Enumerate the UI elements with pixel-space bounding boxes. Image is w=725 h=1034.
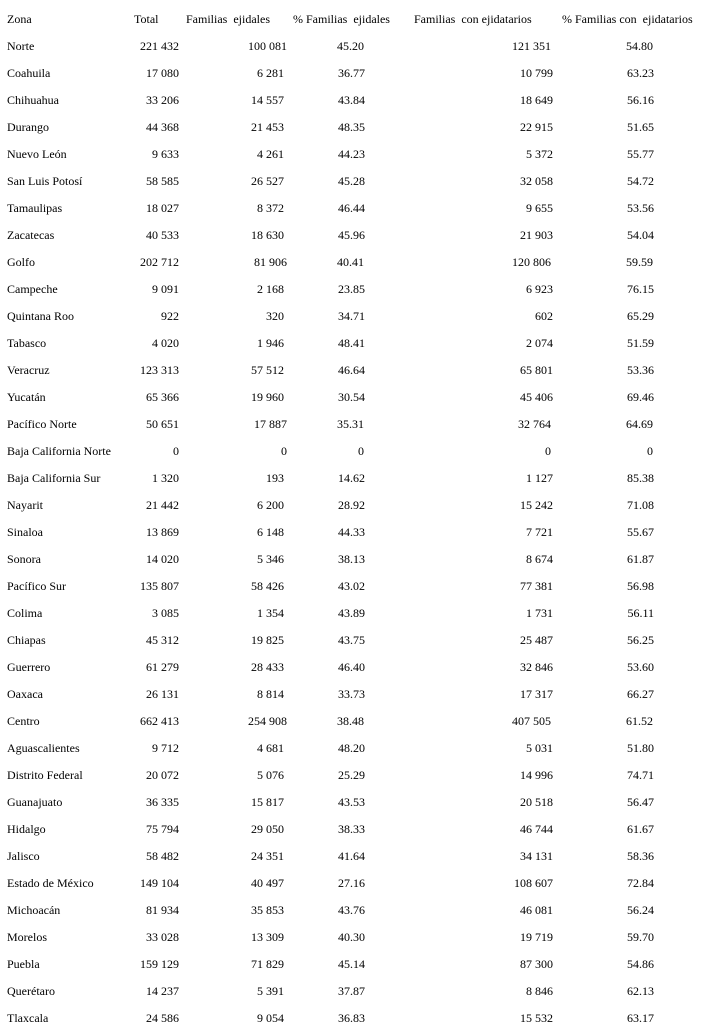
cell-pct-familias-ejidales: 28.92	[338, 498, 365, 512]
cell-familias-con-ejidatarios: 15 532	[520, 1011, 553, 1025]
cell-pct-familias-con-ejidatarios: 59.70	[627, 930, 654, 944]
table-row	[0, 577, 725, 595]
cell-pct-familias-con-ejidatarios: 53.60	[627, 660, 654, 674]
cell-familias-con-ejidatarios: 77 381	[520, 579, 553, 593]
cell-total: 1 320	[152, 471, 179, 485]
cell-pct-familias-ejidales: 0	[358, 444, 364, 458]
cell-total: 14 237	[146, 984, 179, 998]
cell-zona: Oaxaca	[7, 687, 43, 701]
table-row	[0, 955, 725, 973]
table-row	[0, 874, 725, 892]
cell-zona: Coahuila	[7, 66, 51, 80]
cell-familias-ejidales: 28 433	[251, 660, 284, 674]
cell-familias-con-ejidatarios: 120 806	[512, 255, 551, 269]
table-row	[0, 415, 725, 433]
cell-familias-con-ejidatarios: 21 903	[520, 228, 553, 242]
cell-familias-ejidales: 19 960	[251, 390, 284, 404]
table-row	[0, 172, 725, 190]
cell-familias-con-ejidatarios: 5 372	[526, 147, 553, 161]
cell-total: 65 366	[146, 390, 179, 404]
cell-familias-con-ejidatarios: 15 242	[520, 498, 553, 512]
cell-pct-familias-ejidales: 36.83	[338, 1011, 365, 1025]
cell-zona: Yucatán	[7, 390, 46, 404]
table-row	[0, 739, 725, 757]
table-row	[0, 469, 725, 487]
cell-pct-familias-ejidales: 40.30	[338, 930, 365, 944]
table-row	[0, 550, 725, 568]
cell-pct-familias-con-ejidatarios: 56.98	[627, 579, 654, 593]
cell-familias-con-ejidatarios: 46 081	[520, 903, 553, 917]
table-row	[0, 1009, 725, 1027]
cell-zona: Baja California Norte	[7, 444, 111, 458]
cell-zona: Chiapas	[7, 633, 46, 647]
cell-familias-ejidales: 0	[281, 444, 287, 458]
cell-familias-con-ejidatarios: 46 744	[520, 822, 553, 836]
cell-familias-con-ejidatarios: 18 649	[520, 93, 553, 107]
cell-familias-con-ejidatarios: 2 074	[526, 336, 553, 350]
cell-familias-ejidales: 4 681	[257, 741, 284, 755]
cell-familias-con-ejidatarios: 65 801	[520, 363, 553, 377]
cell-pct-familias-ejidales: 33.73	[338, 687, 365, 701]
cell-pct-familias-ejidales: 41.64	[338, 849, 365, 863]
cell-zona: Colima	[7, 606, 43, 620]
cell-pct-familias-con-ejidatarios: 61.52	[626, 714, 653, 728]
cell-total: 20 072	[146, 768, 179, 782]
table-row	[0, 766, 725, 784]
cell-pct-familias-con-ejidatarios: 72.84	[627, 876, 654, 890]
cell-pct-familias-con-ejidatarios: 51.80	[627, 741, 654, 755]
cell-pct-familias-con-ejidatarios: 56.11	[627, 606, 654, 620]
table-row	[0, 64, 725, 82]
cell-zona: Nuevo León	[7, 147, 67, 161]
cell-familias-ejidales: 2 168	[257, 282, 284, 296]
cell-pct-familias-con-ejidatarios: 61.67	[627, 822, 654, 836]
cell-pct-familias-ejidales: 27.16	[338, 876, 365, 890]
table-row	[0, 334, 725, 352]
cell-zona: Jalisco	[7, 849, 40, 863]
table-row	[0, 145, 725, 163]
cell-familias-con-ejidatarios: 17 317	[520, 687, 553, 701]
cell-zona: Veracruz	[7, 363, 50, 377]
cell-zona: Distrito Federal	[7, 768, 83, 782]
table-row	[0, 604, 725, 622]
table-row	[0, 442, 725, 460]
cell-total: 135 807	[140, 579, 179, 593]
cell-familias-ejidales: 13 309	[251, 930, 284, 944]
table-row	[0, 280, 725, 298]
cell-zona: Baja California Sur	[7, 471, 101, 485]
cell-familias-con-ejidatarios: 602	[535, 309, 553, 323]
cell-familias-con-ejidatarios: 8 846	[526, 984, 553, 998]
cell-pct-familias-ejidales: 46.64	[338, 363, 365, 377]
cell-pct-familias-ejidales: 25.29	[338, 768, 365, 782]
cell-familias-ejidales: 5 076	[257, 768, 284, 782]
table-row	[0, 712, 725, 730]
cell-pct-familias-con-ejidatarios: 53.36	[627, 363, 654, 377]
cell-familias-con-ejidatarios: 8 674	[526, 552, 553, 566]
cell-total: 58 585	[146, 174, 179, 188]
cell-pct-familias-ejidales: 48.35	[338, 120, 365, 134]
cell-familias-con-ejidatarios: 7 721	[526, 525, 553, 539]
cell-zona: Guanajuato	[7, 795, 63, 809]
cell-familias-ejidales: 24 351	[251, 849, 284, 863]
cell-familias-con-ejidatarios: 32 846	[520, 660, 553, 674]
cell-zona: Puebla	[7, 957, 40, 971]
cell-pct-familias-ejidales: 43.89	[338, 606, 365, 620]
cell-familias-con-ejidatarios: 34 131	[520, 849, 553, 863]
cell-familias-con-ejidatarios: 5 031	[526, 741, 553, 755]
cell-zona: Pacífico Sur	[7, 579, 66, 593]
header-total: Total	[134, 12, 159, 26]
cell-total: 202 712	[140, 255, 179, 269]
cell-pct-familias-con-ejidatarios: 54.04	[627, 228, 654, 242]
cell-pct-familias-con-ejidatarios: 63.23	[627, 66, 654, 80]
cell-familias-con-ejidatarios: 108 607	[514, 876, 553, 890]
cell-total: 0	[173, 444, 179, 458]
cell-familias-ejidales: 193	[266, 471, 284, 485]
cell-pct-familias-ejidales: 23.85	[338, 282, 365, 296]
cell-pct-familias-ejidales: 43.53	[338, 795, 365, 809]
cell-total: 40 533	[146, 228, 179, 242]
cell-pct-familias-con-ejidatarios: 62.13	[627, 984, 654, 998]
cell-pct-familias-ejidales: 36.77	[338, 66, 365, 80]
cell-total: 13 869	[146, 525, 179, 539]
cell-total: 9 712	[152, 741, 179, 755]
table-row	[0, 253, 725, 271]
cell-pct-familias-ejidales: 43.84	[338, 93, 365, 107]
cell-zona: Tabasco	[7, 336, 47, 350]
cell-familias-con-ejidatarios: 87 300	[520, 957, 553, 971]
cell-pct-familias-ejidales: 48.20	[338, 741, 365, 755]
cell-pct-familias-ejidales: 35.31	[337, 417, 364, 431]
cell-familias-ejidales: 5 346	[257, 552, 284, 566]
cell-familias-ejidales: 8 814	[257, 687, 284, 701]
cell-zona: Centro	[7, 714, 40, 728]
header-zona: Zona	[7, 12, 32, 26]
table-row	[0, 685, 725, 703]
cell-familias-ejidales: 35 853	[251, 903, 284, 917]
cell-pct-familias-con-ejidatarios: 74.71	[627, 768, 654, 782]
cell-total: 9 633	[152, 147, 179, 161]
cell-familias-ejidales: 5 391	[257, 984, 284, 998]
cell-pct-familias-con-ejidatarios: 54.72	[627, 174, 654, 188]
cell-total: 36 335	[146, 795, 179, 809]
table-row	[0, 37, 725, 55]
cell-total: 922	[161, 309, 179, 323]
cell-pct-familias-ejidales: 14.62	[338, 471, 365, 485]
table-header	[0, 10, 725, 28]
cell-familias-ejidales: 29 050	[251, 822, 284, 836]
table-row	[0, 91, 725, 109]
table-row	[0, 361, 725, 379]
cell-pct-familias-con-ejidatarios: 51.65	[627, 120, 654, 134]
cell-zona: San Luis Potosí	[7, 174, 83, 188]
cell-familias-con-ejidatarios: 10 799	[520, 66, 553, 80]
cell-total: 149 104	[140, 876, 179, 890]
cell-pct-familias-ejidales: 34.71	[338, 309, 365, 323]
header-familias-ejidales: Familias ejidales	[186, 12, 270, 26]
cell-pct-familias-con-ejidatarios: 61.87	[627, 552, 654, 566]
cell-total: 61 279	[146, 660, 179, 674]
cell-total: 58 482	[146, 849, 179, 863]
cell-pct-familias-ejidales: 44.33	[338, 525, 365, 539]
cell-pct-familias-con-ejidatarios: 63.17	[627, 1011, 654, 1025]
cell-familias-con-ejidatarios: 6 923	[526, 282, 553, 296]
cell-familias-con-ejidatarios: 32 058	[520, 174, 553, 188]
table-row	[0, 847, 725, 865]
cell-total: 662 413	[140, 714, 179, 728]
table-row	[0, 793, 725, 811]
cell-total: 221 432	[140, 39, 179, 53]
cell-familias-con-ejidatarios: 32 764	[518, 417, 551, 431]
cell-pct-familias-ejidales: 38.33	[338, 822, 365, 836]
cell-pct-familias-ejidales: 48.41	[338, 336, 365, 350]
cell-pct-familias-con-ejidatarios: 55.67	[627, 525, 654, 539]
table-row	[0, 901, 725, 919]
cell-familias-ejidales: 1 946	[257, 336, 284, 350]
cell-total: 14 020	[146, 552, 179, 566]
cell-pct-familias-ejidales: 46.40	[338, 660, 365, 674]
cell-familias-ejidales: 21 453	[251, 120, 284, 134]
cell-total: 50 651	[146, 417, 179, 431]
cell-zona: Pacífico Norte	[7, 417, 77, 431]
cell-total: 17 080	[146, 66, 179, 80]
table-row	[0, 928, 725, 946]
cell-zona: Michoacán	[7, 903, 61, 917]
cell-familias-ejidales: 254 908	[248, 714, 287, 728]
cell-familias-ejidales: 18 630	[251, 228, 284, 242]
cell-pct-familias-con-ejidatarios: 59.59	[626, 255, 653, 269]
cell-total: 9 091	[152, 282, 179, 296]
cell-pct-familias-ejidales: 45.14	[338, 957, 365, 971]
cell-zona: Quintana Roo	[7, 309, 74, 323]
cell-total: 75 794	[146, 822, 179, 836]
cell-total: 4 020	[152, 336, 179, 350]
cell-pct-familias-con-ejidatarios: 58.36	[627, 849, 654, 863]
cell-zona: Tlaxcala	[7, 1011, 49, 1025]
cell-pct-familias-ejidales: 46.44	[338, 201, 365, 215]
cell-pct-familias-con-ejidatarios: 54.86	[627, 957, 654, 971]
header-pct-familias-con-ejidatarios: % Familias con ejidatarios	[562, 12, 693, 26]
table-row	[0, 496, 725, 514]
cell-familias-con-ejidatarios: 25 487	[520, 633, 553, 647]
cell-familias-ejidales: 100 081	[248, 39, 287, 53]
cell-familias-con-ejidatarios: 9 655	[526, 201, 553, 215]
cell-pct-familias-ejidales: 38.13	[338, 552, 365, 566]
cell-pct-familias-ejidales: 37.87	[338, 984, 365, 998]
table-row	[0, 982, 725, 1000]
cell-total: 45 312	[146, 633, 179, 647]
cell-pct-familias-con-ejidatarios: 64.69	[626, 417, 653, 431]
cell-pct-familias-ejidales: 38.48	[337, 714, 364, 728]
cell-familias-con-ejidatarios: 0	[545, 444, 551, 458]
cell-pct-familias-ejidales: 44.23	[338, 147, 365, 161]
cell-familias-ejidales: 17 887	[254, 417, 287, 431]
cell-zona: Zacatecas	[7, 228, 55, 242]
cell-pct-familias-con-ejidatarios: 66.27	[627, 687, 654, 701]
cell-zona: Golfo	[7, 255, 35, 269]
table-row	[0, 658, 725, 676]
cell-pct-familias-con-ejidatarios: 54.80	[626, 39, 653, 53]
cell-total: 24 586	[146, 1011, 179, 1025]
cell-pct-familias-ejidales: 30.54	[338, 390, 365, 404]
cell-pct-familias-ejidales: 43.02	[338, 579, 365, 593]
cell-familias-ejidales: 58 426	[251, 579, 284, 593]
cell-familias-ejidales: 81 906	[254, 255, 287, 269]
cell-total: 21 442	[146, 498, 179, 512]
cell-familias-ejidales: 6 148	[257, 525, 284, 539]
cell-familias-ejidales: 6 200	[257, 498, 284, 512]
cell-total: 18 027	[146, 201, 179, 215]
header-pct-familias-ejidales: % Familias ejidales	[293, 12, 390, 26]
cell-familias-con-ejidatarios: 14 996	[520, 768, 553, 782]
cell-total: 123 313	[140, 363, 179, 377]
cell-total: 159 129	[140, 957, 179, 971]
cell-total: 3 085	[152, 606, 179, 620]
cell-zona: Morelos	[7, 930, 47, 944]
cell-pct-familias-con-ejidatarios: 0	[647, 444, 653, 458]
table-row	[0, 523, 725, 541]
cell-familias-ejidales: 71 829	[251, 957, 284, 971]
cell-zona: Tamaulipas	[7, 201, 63, 215]
cell-zona: Norte	[7, 39, 35, 53]
cell-pct-familias-con-ejidatarios: 65.29	[627, 309, 654, 323]
header-familias-con-ejidatarios: Familias con ejidatarios	[414, 12, 532, 26]
cell-zona: Estado de México	[7, 876, 94, 890]
table-row	[0, 118, 725, 136]
cell-pct-familias-con-ejidatarios: 56.25	[627, 633, 654, 647]
cell-pct-familias-con-ejidatarios: 51.59	[627, 336, 654, 350]
cell-familias-con-ejidatarios: 1 731	[526, 606, 553, 620]
cell-pct-familias-ejidales: 45.28	[338, 174, 365, 188]
cell-total: 33 206	[146, 93, 179, 107]
cell-zona: Chihuahua	[7, 93, 59, 107]
cell-familias-con-ejidatarios: 45 406	[520, 390, 553, 404]
table-row	[0, 631, 725, 649]
cell-familias-con-ejidatarios: 1 127	[526, 471, 553, 485]
cell-familias-ejidales: 6 281	[257, 66, 284, 80]
cell-zona: Campeche	[7, 282, 58, 296]
cell-zona: Aguascalientes	[7, 741, 80, 755]
cell-zona: Querétaro	[7, 984, 55, 998]
table-row	[0, 388, 725, 406]
table-row	[0, 820, 725, 838]
cell-familias-ejidales: 15 817	[251, 795, 284, 809]
cell-pct-familias-con-ejidatarios: 76.15	[627, 282, 654, 296]
cell-pct-familias-con-ejidatarios: 56.47	[627, 795, 654, 809]
cell-zona: Nayarit	[7, 498, 43, 512]
cell-pct-familias-ejidales: 45.20	[337, 39, 364, 53]
cell-familias-ejidales: 26 527	[251, 174, 284, 188]
cell-familias-ejidales: 320	[266, 309, 284, 323]
cell-pct-familias-con-ejidatarios: 69.46	[627, 390, 654, 404]
cell-pct-familias-ejidales: 45.96	[338, 228, 365, 242]
cell-pct-familias-con-ejidatarios: 53.56	[627, 201, 654, 215]
cell-familias-con-ejidatarios: 19 719	[520, 930, 553, 944]
cell-familias-ejidales: 1 354	[257, 606, 284, 620]
table-row	[0, 307, 725, 325]
cell-total: 26 131	[146, 687, 179, 701]
cell-familias-ejidales: 19 825	[251, 633, 284, 647]
cell-total: 33 028	[146, 930, 179, 944]
cell-zona: Durango	[7, 120, 49, 134]
cell-familias-ejidales: 9 054	[257, 1011, 284, 1025]
cell-familias-ejidales: 40 497	[251, 876, 284, 890]
cell-familias-con-ejidatarios: 407 505	[512, 714, 551, 728]
table-row	[0, 226, 725, 244]
cell-pct-familias-con-ejidatarios: 85.38	[627, 471, 654, 485]
cell-pct-familias-con-ejidatarios: 56.24	[627, 903, 654, 917]
cell-pct-familias-ejidales: 43.76	[338, 903, 365, 917]
cell-total: 44 368	[146, 120, 179, 134]
cell-familias-con-ejidatarios: 22 915	[520, 120, 553, 134]
cell-pct-familias-ejidales: 43.75	[338, 633, 365, 647]
cell-pct-familias-con-ejidatarios: 56.16	[627, 93, 654, 107]
cell-zona: Hidalgo	[7, 822, 46, 836]
cell-pct-familias-ejidales: 40.41	[337, 255, 364, 269]
cell-zona: Sonora	[7, 552, 41, 566]
cell-pct-familias-con-ejidatarios: 71.08	[627, 498, 654, 512]
cell-familias-con-ejidatarios: 20 518	[520, 795, 553, 809]
cell-zona: Guerrero	[7, 660, 51, 674]
cell-total: 81 934	[146, 903, 179, 917]
cell-pct-familias-con-ejidatarios: 55.77	[627, 147, 654, 161]
cell-familias-ejidales: 14 557	[251, 93, 284, 107]
cell-zona: Sinaloa	[7, 525, 43, 539]
cell-familias-ejidales: 8 372	[257, 201, 284, 215]
cell-familias-ejidales: 57 512	[251, 363, 284, 377]
cell-familias-con-ejidatarios: 121 351	[512, 39, 551, 53]
table-row	[0, 199, 725, 217]
cell-familias-ejidales: 4 261	[257, 147, 284, 161]
